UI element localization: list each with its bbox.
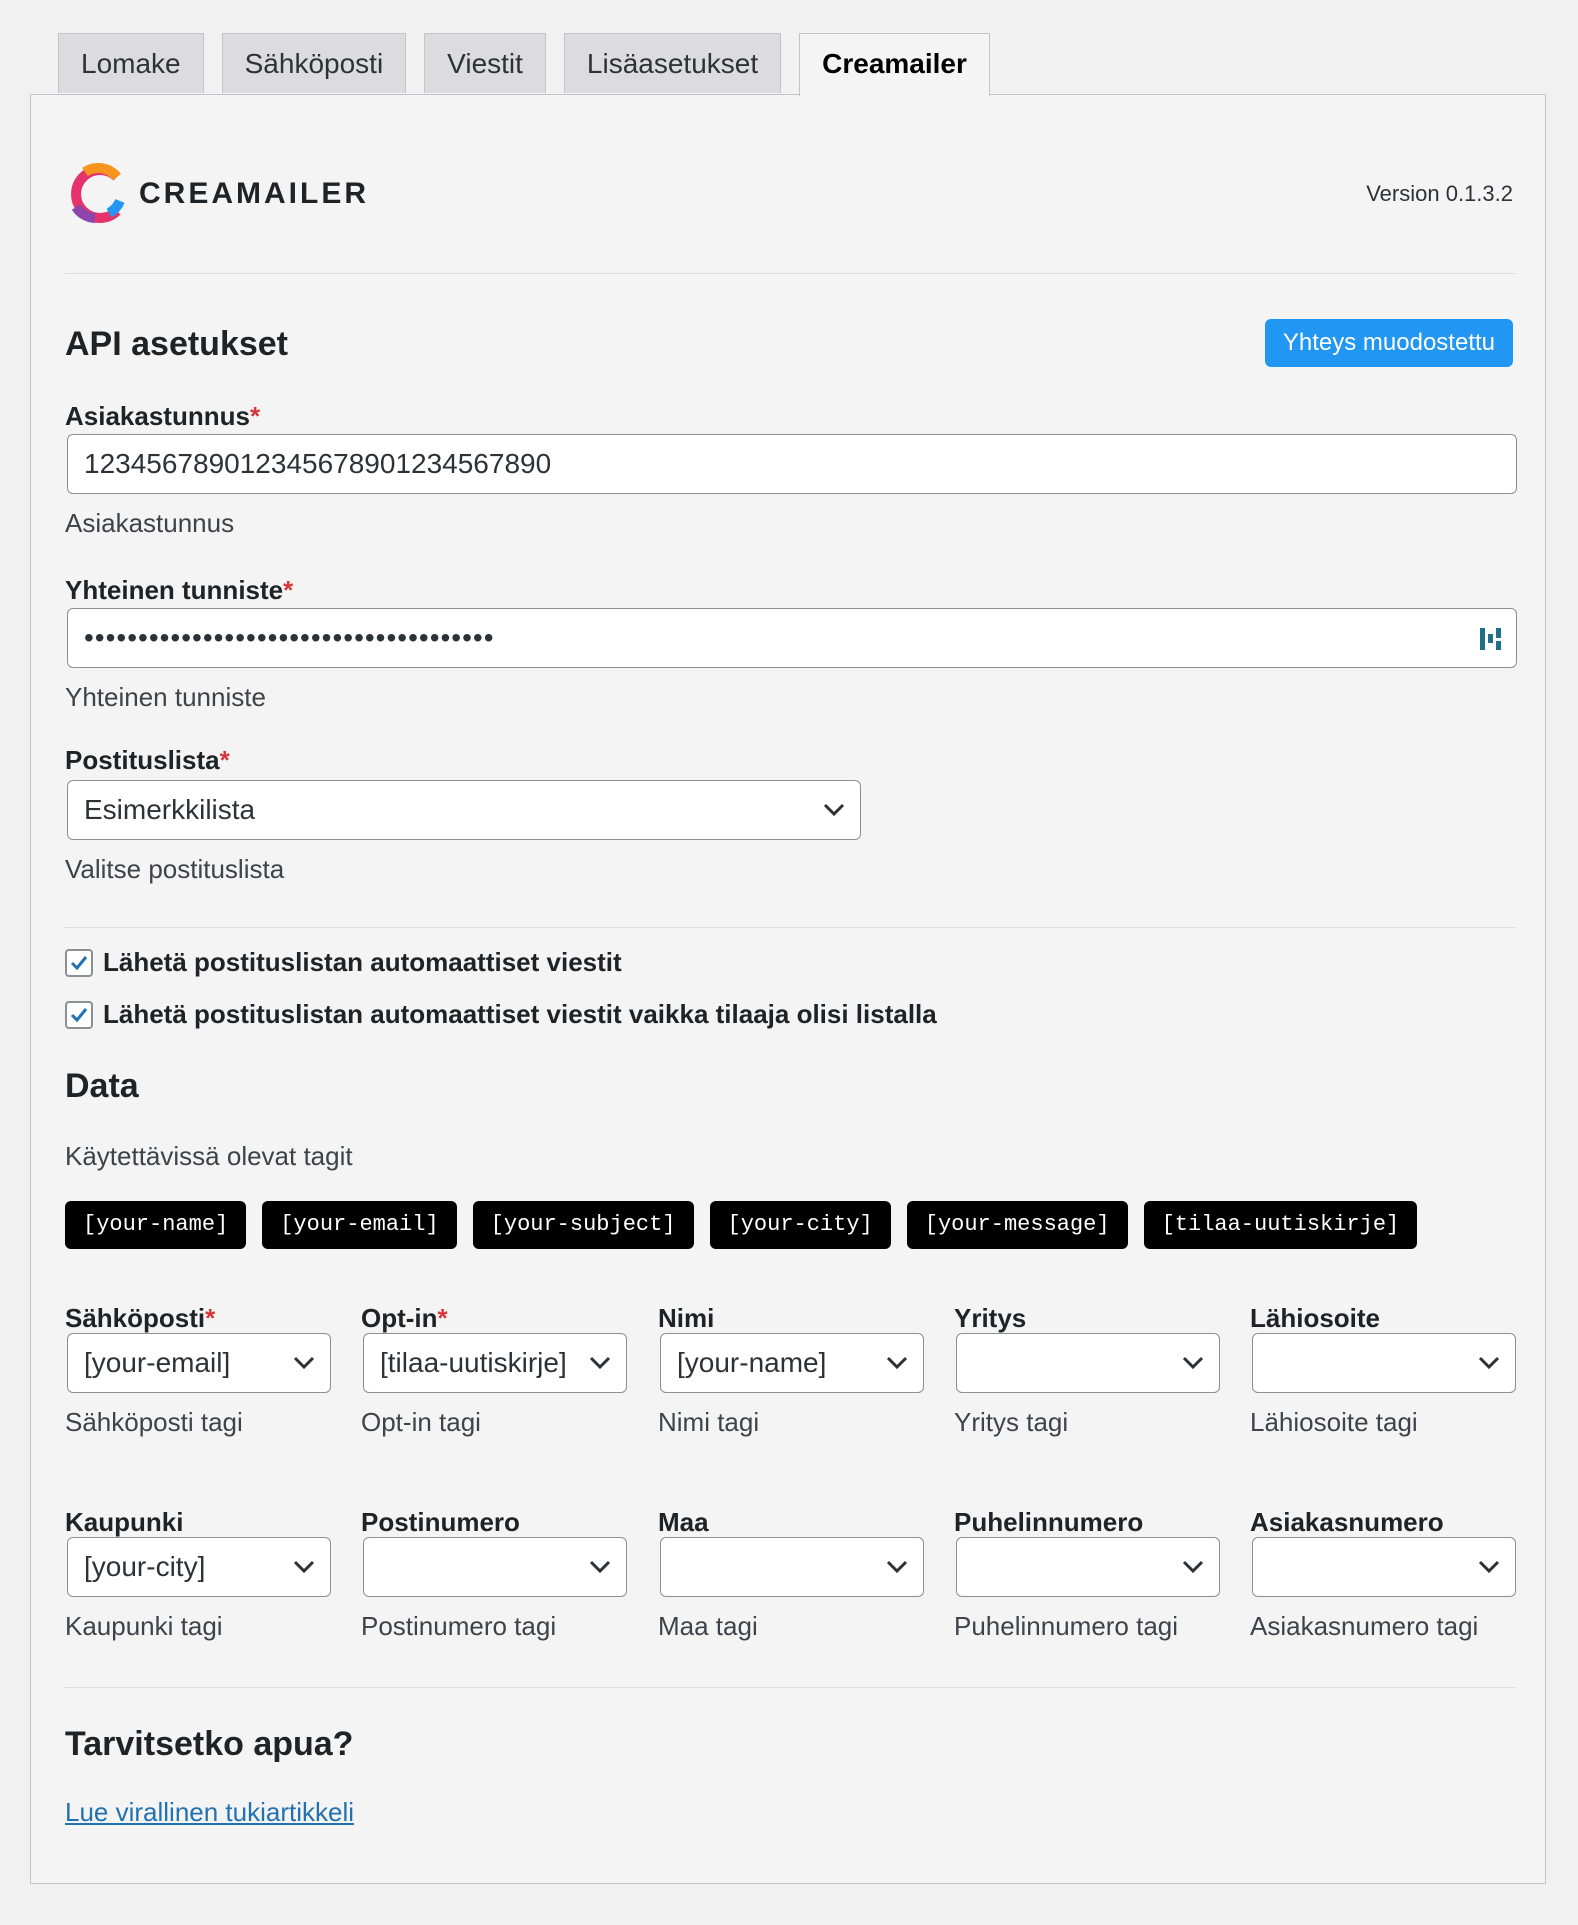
email-field-value: [your-email] xyxy=(84,1347,231,1378)
city-field-help: Kaupunki tagi xyxy=(65,1611,223,1641)
mailing-list-value: Esimerkkilista xyxy=(84,794,256,825)
shared-key-input[interactable] xyxy=(67,608,1517,668)
auto-messages-option xyxy=(65,947,622,978)
chevron-down-icon xyxy=(1181,1559,1205,1575)
address-field-help: Lähiosoite tagi xyxy=(1250,1407,1418,1437)
tag-your-subject[interactable]: [your-subject] xyxy=(473,1201,694,1249)
chevron-down-icon xyxy=(1477,1355,1501,1371)
country-field-help: Maa tagi xyxy=(658,1611,758,1641)
creamailer-logo xyxy=(65,163,369,225)
tab-lisaasetukset[interactable]: Lisäasetukset xyxy=(564,33,781,93)
company-field-select[interactable] xyxy=(956,1333,1220,1393)
city-field-value: [your-city] xyxy=(84,1551,206,1582)
settings-panel xyxy=(30,94,1546,1884)
auto-messages-existing-option xyxy=(65,999,937,1030)
chevron-down-icon xyxy=(588,1559,612,1575)
version-label: Version 0.1.3.2 xyxy=(1366,181,1513,206)
shared-key-value: •••••••••••••••••••••••••••••••••••••• xyxy=(84,622,495,653)
checkmark-icon xyxy=(69,1005,89,1025)
optin-field-select[interactable] xyxy=(363,1333,627,1393)
customer-number-field-label: Asiakasnumero xyxy=(1250,1507,1444,1537)
country-field-select[interactable] xyxy=(660,1537,924,1597)
tab-viestit[interactable]: Viestit xyxy=(424,33,546,93)
chevron-down-icon xyxy=(885,1355,909,1371)
data-heading: Data xyxy=(65,1067,139,1105)
company-field-label: Yritys xyxy=(954,1303,1027,1333)
tab-sahkoposti[interactable]: Sähköposti xyxy=(222,33,407,93)
brand-name: CREAMAILER xyxy=(139,177,369,210)
chevron-down-icon xyxy=(1477,1559,1501,1575)
chevron-down-icon xyxy=(292,1355,316,1371)
address-field-select[interactable] xyxy=(1252,1333,1516,1393)
divider xyxy=(65,1687,1515,1688)
connection-status-button[interactable]: Yhteys muodostettu xyxy=(1265,319,1513,367)
mailing-list-select[interactable] xyxy=(67,780,861,840)
auto-messages-existing-checkbox[interactable] xyxy=(65,1001,93,1029)
postal-code-field-select[interactable] xyxy=(363,1537,627,1597)
customer-id-help: Asiakastunnus xyxy=(65,508,235,538)
customer-id-input[interactable]: 123456789012345678901234567890 xyxy=(67,434,1517,494)
optin-field-label: Opt-in* xyxy=(361,1303,448,1333)
chevron-down-icon xyxy=(1181,1355,1205,1371)
name-field-select[interactable] xyxy=(660,1333,924,1393)
name-field-value: [your-name] xyxy=(677,1347,827,1378)
tag-your-message[interactable]: [your-message] xyxy=(907,1201,1128,1249)
country-field-label: Maa xyxy=(658,1507,709,1537)
help-heading: Tarvitsetko apua? xyxy=(65,1725,354,1763)
available-tags xyxy=(65,1201,1417,1249)
chevron-down-icon xyxy=(885,1559,909,1575)
available-tags-label: Käytettävissä olevat tagit xyxy=(65,1141,353,1171)
postal-code-field-help: Postinumero tagi xyxy=(361,1611,557,1641)
auto-messages-existing-label: Lähetä postituslistan automaattiset viestit vaikka tilaaja olisi listalla xyxy=(103,999,937,1029)
phone-field-select[interactable] xyxy=(956,1537,1220,1597)
support-article-link[interactable]: Lue virallinen tukiartikkeli xyxy=(65,1797,355,1827)
mailing-list-help: Valitse postituslista xyxy=(65,854,285,884)
divider xyxy=(65,273,1515,274)
tab-lomake[interactable]: Lomake xyxy=(58,33,204,93)
api-settings-heading: API asetukset xyxy=(65,325,288,363)
customer-id-label: Asiakastunnus* xyxy=(65,401,261,431)
tag-your-name[interactable]: [your-name] xyxy=(65,1201,246,1249)
chevron-down-icon xyxy=(588,1355,612,1371)
name-field-label: Nimi xyxy=(658,1303,715,1333)
checkmark-icon xyxy=(69,953,89,973)
email-field-help: Sähköposti tagi xyxy=(65,1407,243,1437)
phone-field-label: Puhelinnumero xyxy=(954,1507,1144,1537)
divider xyxy=(65,927,1515,928)
company-field-help: Yritys tagi xyxy=(954,1407,1069,1437)
customer-number-field-help: Asiakasnumero tagi xyxy=(1250,1611,1479,1641)
shared-key-help: Yhteinen tunniste xyxy=(65,682,266,712)
creamailer-logo-icon xyxy=(65,163,127,225)
tag-your-email[interactable]: [your-email] xyxy=(262,1201,456,1249)
auto-messages-label: Lähetä postituslistan automaattiset viestit xyxy=(103,947,622,977)
chevron-down-icon xyxy=(292,1559,316,1575)
password-manager-icon[interactable] xyxy=(1478,626,1504,652)
settings-tabs xyxy=(58,33,990,95)
chevron-down-icon xyxy=(822,802,846,818)
city-field-label: Kaupunki xyxy=(65,1507,184,1537)
postal-code-field-label: Postinumero xyxy=(361,1507,520,1537)
address-field-label: Lähiosoite xyxy=(1250,1303,1381,1333)
shared-key-label: Yhteinen tunniste* xyxy=(65,575,294,605)
city-field-select[interactable] xyxy=(67,1537,331,1597)
email-field-label: Sähköposti* xyxy=(65,1303,216,1333)
auto-messages-checkbox[interactable] xyxy=(65,949,93,977)
tab-creamailer[interactable]: Creamailer xyxy=(799,33,990,96)
phone-field-help: Puhelinnumero tagi xyxy=(954,1611,1179,1641)
optin-field-help: Opt-in tagi xyxy=(361,1407,481,1437)
name-field-help: Nimi tagi xyxy=(658,1407,760,1437)
email-field-select[interactable] xyxy=(67,1333,331,1393)
customer-number-field-select[interactable] xyxy=(1252,1537,1516,1597)
mailing-list-label: Postituslista* xyxy=(65,745,230,775)
optin-field-value: [tilaa-uutiskirje] xyxy=(380,1347,567,1378)
tag-your-city[interactable]: [your-city] xyxy=(710,1201,891,1249)
tag-tilaa-uutiskirje[interactable]: [tilaa-uutiskirje] xyxy=(1144,1201,1418,1249)
